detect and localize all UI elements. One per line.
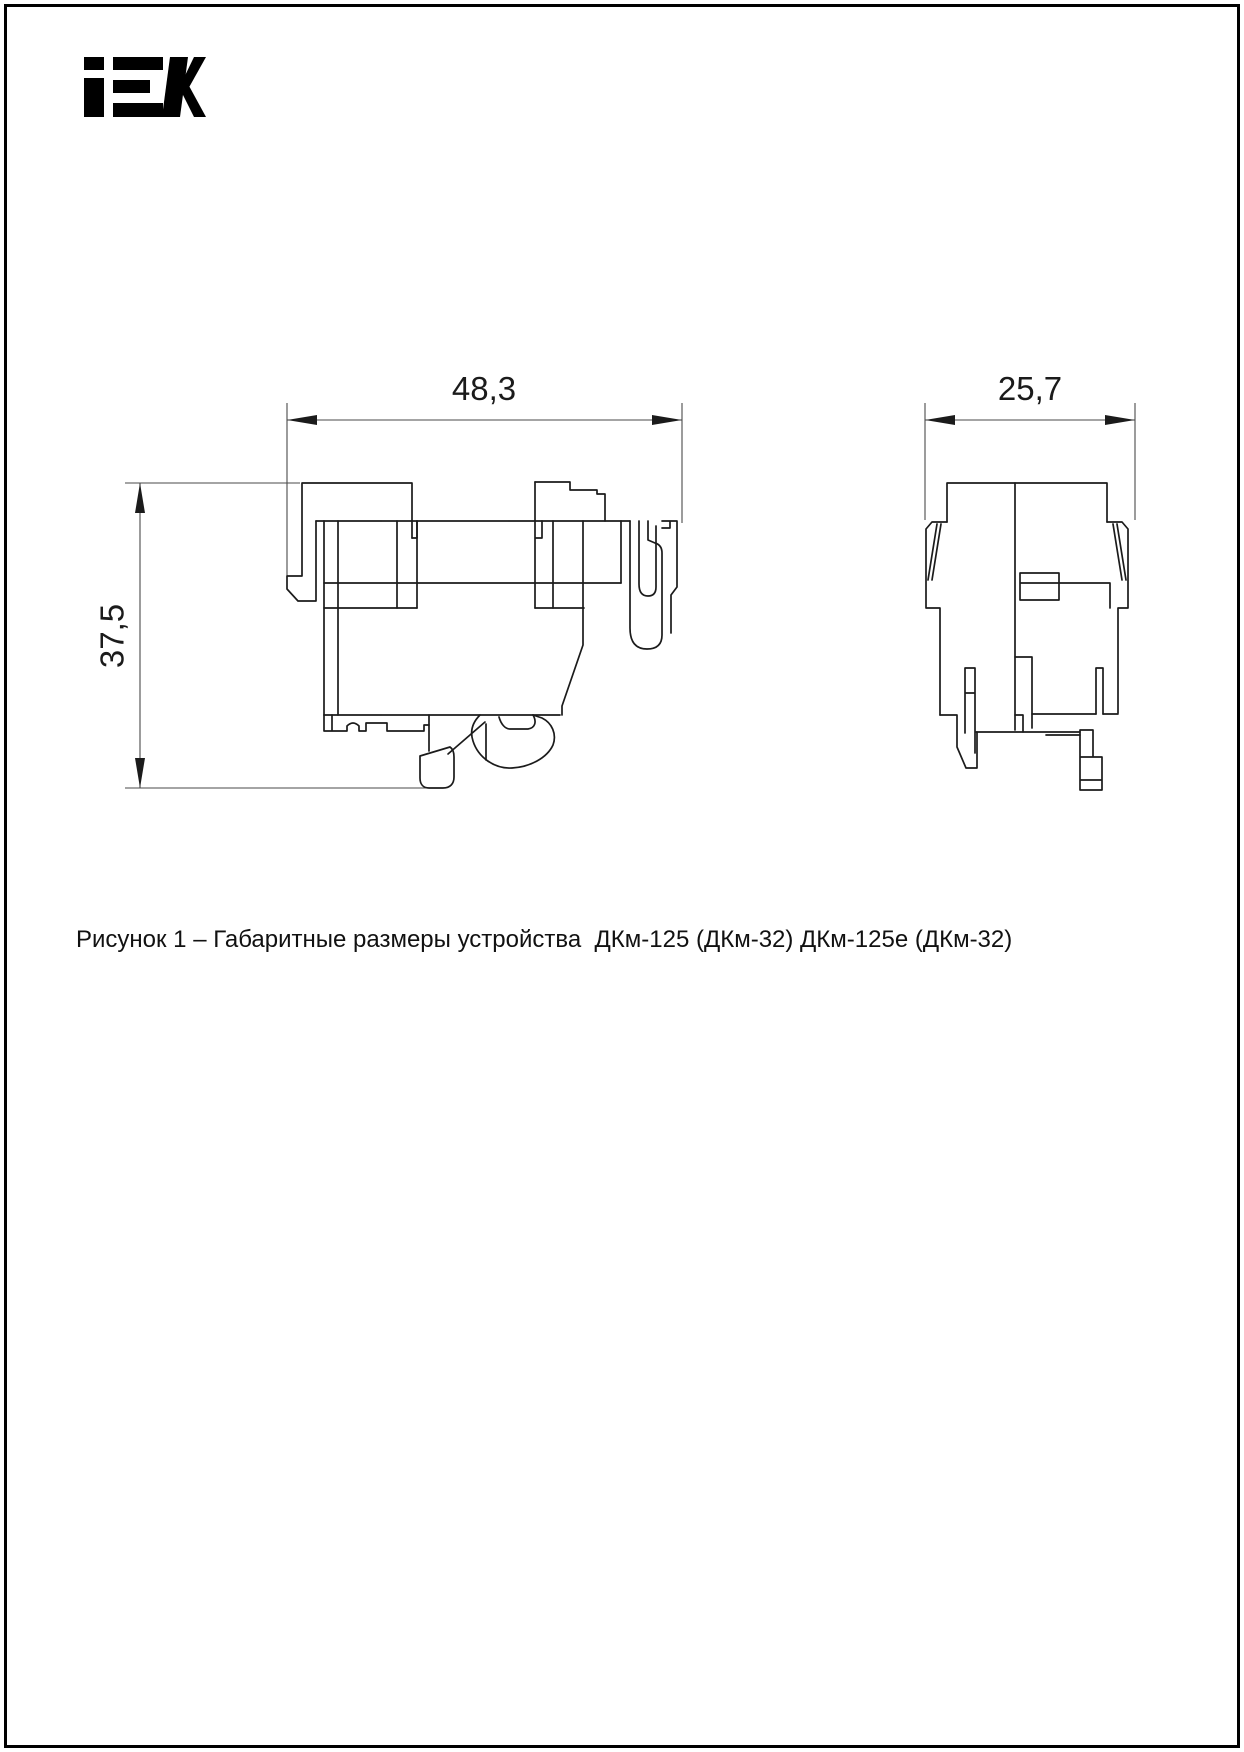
arrow-width-left-b [652,415,682,425]
side-view-right-edge [562,521,583,715]
front-view-left-clip-slants [928,524,941,580]
side-view-left-post [397,521,417,608]
arrow-height-bottom [135,758,145,788]
front-view-center-stem [1015,657,1032,732]
front-view-left-foot [940,715,977,768]
side-view-base-strip [324,715,429,731]
front-view-drawing [926,483,1128,790]
front-view-top-outline [947,483,1107,522]
arrow-width-left-a [287,415,317,425]
side-view-lever-top [499,715,535,729]
side-view-drawing [287,482,677,788]
side-view-bands [324,583,621,608]
arrow-height-top [135,483,145,513]
dimension-label-side-view-width: 48,3 [451,370,517,407]
figure-caption: Рисунок 1 – Габаритные размеры устройства ДКм-125 (ДКм-32) ДКм-125е (ДКм-32) [76,926,1013,953]
dimension-label-front-view-width: 25,7 [997,370,1063,407]
front-view-left-leg [965,668,975,753]
side-view-top-right-block [535,482,605,521]
front-view-right-leg [1096,668,1103,714]
front-view-detail-box [1020,573,1110,608]
side-view-left-walls [324,521,338,715]
side-view-right-post [535,482,553,608]
dimension-label-height: 37,5 [93,603,131,669]
arrow-width-right-a [925,415,955,425]
front-view-bottom-plate [976,732,1080,735]
front-view-terminal-pin [1080,730,1102,790]
side-view-hook-strip [662,521,677,633]
arrow-width-right-b [1105,415,1135,425]
front-view-right-clip-slants [1113,524,1126,580]
side-view-hook-outer [630,521,662,649]
